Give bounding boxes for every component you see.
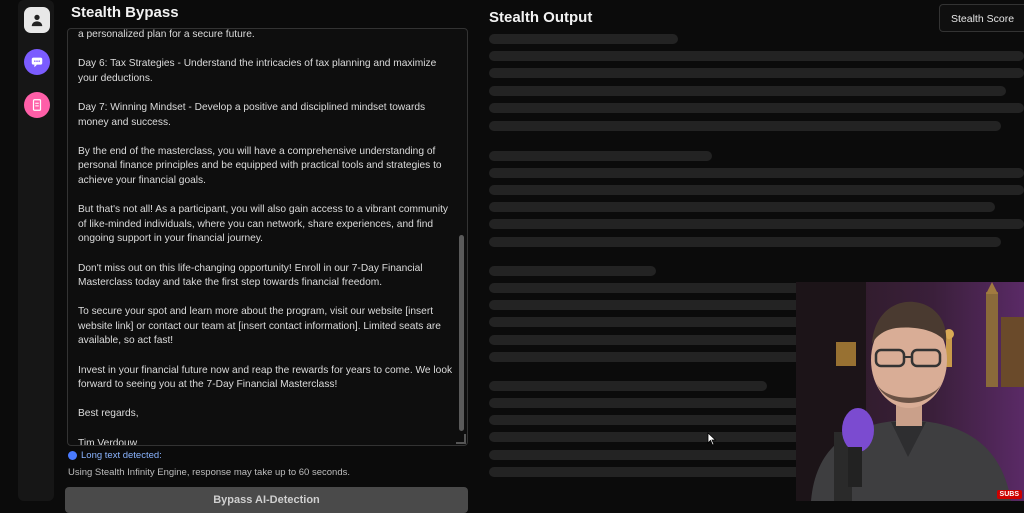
skeleton-line (489, 185, 1024, 195)
bypass-ai-detection-button[interactable]: Bypass AI-Detection (65, 487, 468, 513)
engine-note: Using Stealth Infinity Engine, response may take up to 60 seconds. (68, 467, 350, 478)
notice-label: Long text detected: (81, 450, 162, 461)
sidebar (18, 0, 54, 501)
text-paragraph: Tim Verdouw (78, 437, 138, 446)
chat-icon (30, 55, 44, 69)
webcam-overlay (796, 282, 1024, 501)
text-paragraph: Best regards, (78, 408, 139, 420)
user-icon (30, 13, 44, 27)
mouse-cursor-icon (707, 432, 717, 446)
output-title: Stealth Output (489, 9, 593, 26)
scrollbar-thumb[interactable] (459, 235, 464, 431)
text-paragraph: Invest in your financial future now and reap the rewards for years to come. We look forward to seeing you at the 7-Day Financial Masterclass! (78, 364, 453, 391)
subs-badge: SUBS (997, 490, 1022, 499)
info-icon (68, 451, 77, 460)
skeleton-line (489, 202, 995, 212)
text-paragraph: a personalized plan for a secure future. (78, 29, 255, 40)
skeleton-line (489, 168, 1024, 178)
stealth-score-button[interactable]: Stealth Score (939, 4, 1024, 32)
skeleton-line (489, 86, 1006, 96)
input-text-content[interactable] (78, 29, 454, 446)
skeleton-line (489, 103, 1024, 113)
skeleton-line (489, 219, 1024, 229)
skeleton-line (489, 51, 1024, 61)
skeleton-line (489, 121, 1001, 131)
skeleton-line (489, 151, 712, 161)
skeleton-line (489, 381, 767, 391)
document-icon (30, 98, 44, 112)
input-text-area[interactable] (67, 28, 468, 446)
resize-handle[interactable] (456, 434, 466, 444)
text-paragraph: Don't miss out on this life-changing opportunity! Enroll in our 7-Day Financial Masterclass today and take the first step towards financial freedom. (78, 262, 423, 289)
text-paragraph: To secure your spot and learn more about the program, visit our website [insert website link] or contact our team at [insert contact information]. Limited seats are available, so act fast! (78, 306, 441, 347)
sidebar-user-button[interactable] (24, 7, 50, 33)
long-text-notice (68, 450, 162, 461)
text-paragraph: Day 6: Tax Strategies - Understand the intricacies of tax planning and maximize your deductions. (78, 58, 437, 84)
page-title: Stealth Bypass (71, 4, 179, 21)
text-paragraph: But that's not all! As a participant, you will also gain access to a vibrant community of like-minded individuals, where you can network, share experiences, and find ongoing support in your financial journey. (78, 204, 449, 245)
text-paragraph: Day 7: Winning Mindset - Develop a positive and disciplined mindset towards money and success. (78, 101, 426, 128)
text-paragraph: By the end of the masterclass, you will have a comprehensive understanding of personal finance principles and be equipped with practical tools and strategies to achieve your financial goals. (78, 145, 442, 186)
skeleton-line (489, 266, 656, 276)
skeleton-line (489, 68, 1024, 78)
sidebar-chat-button[interactable] (24, 49, 50, 75)
skeleton-line (489, 34, 678, 44)
scrollbar[interactable] (458, 31, 465, 443)
webcam-video (796, 282, 1024, 501)
skeleton-line (489, 237, 1001, 247)
sidebar-document-button[interactable] (24, 92, 50, 118)
